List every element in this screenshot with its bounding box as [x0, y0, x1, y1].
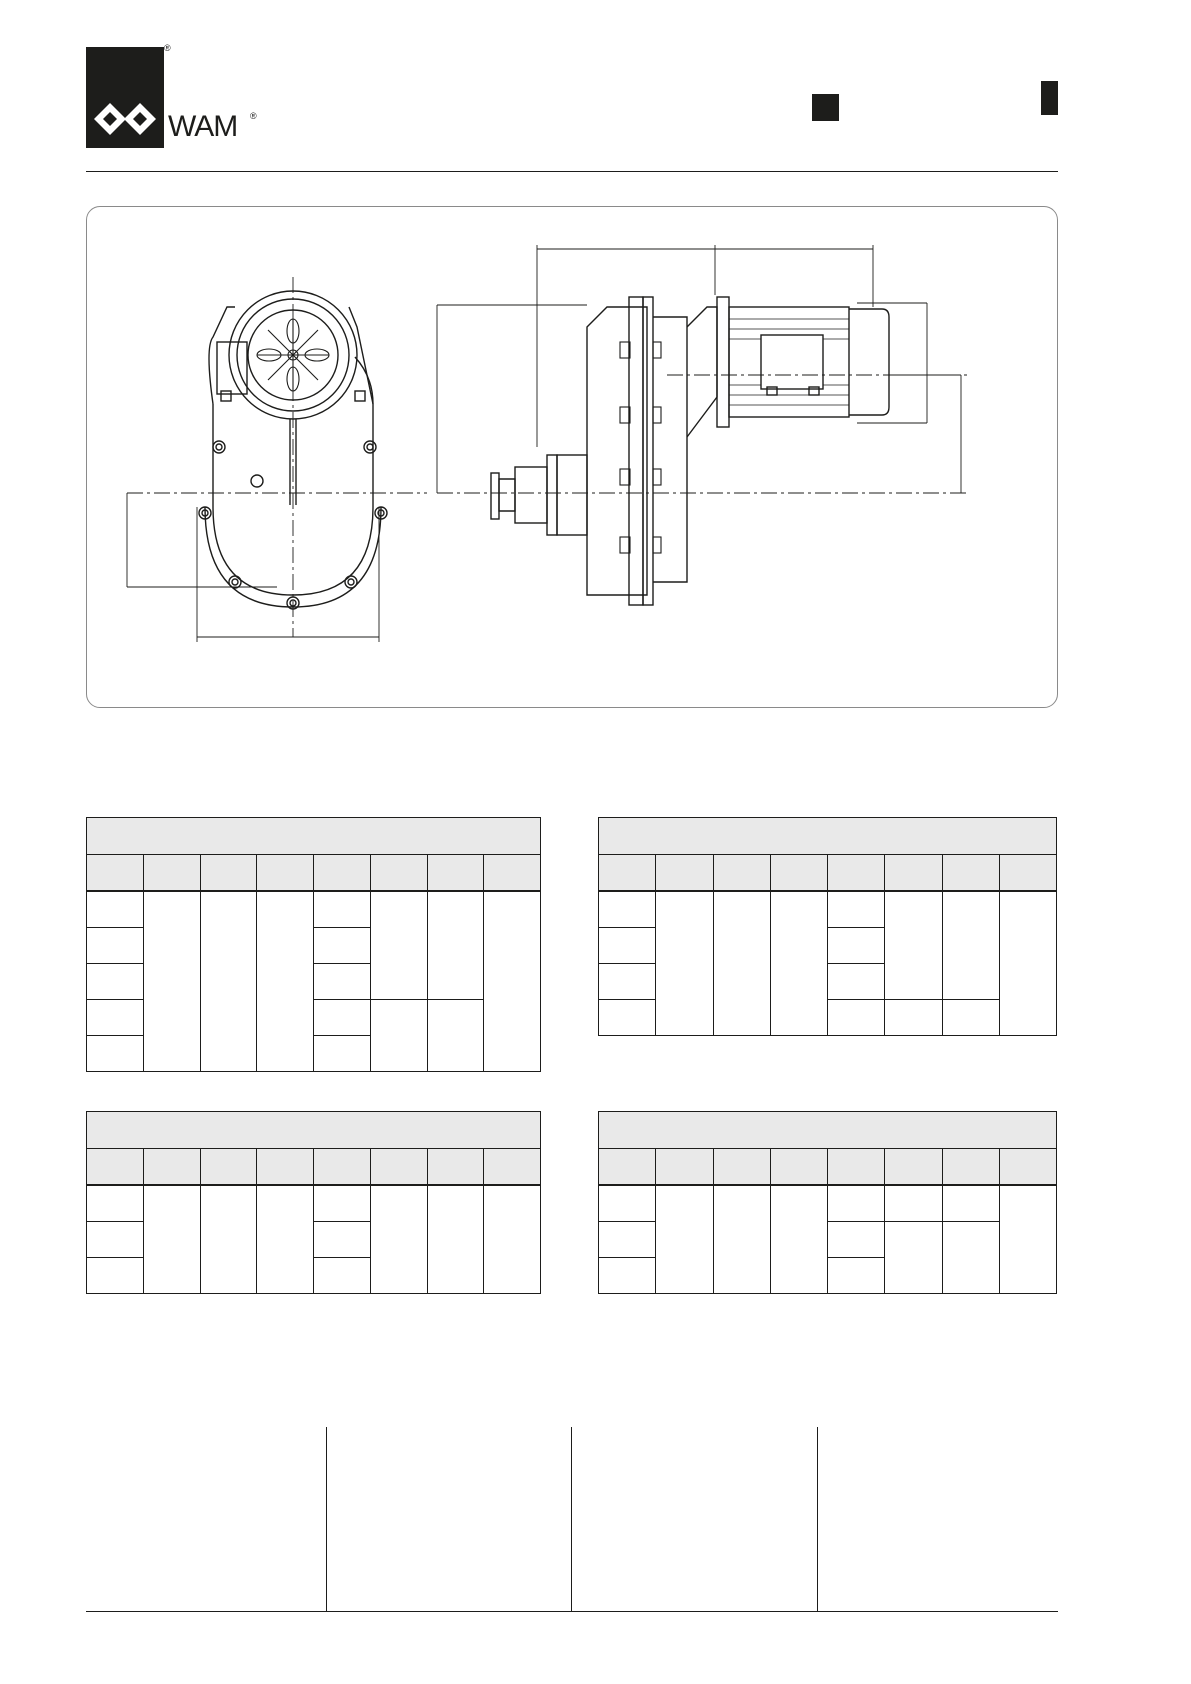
- table-cell: [87, 1222, 144, 1258]
- footer-column-divider: [326, 1427, 327, 1611]
- table-cell: [599, 1258, 656, 1294]
- table-cell: [656, 891, 713, 1036]
- logo-diamond-icon: [86, 47, 164, 148]
- column-header: [257, 855, 314, 892]
- side-view: [491, 297, 889, 605]
- table-cell: [314, 891, 371, 928]
- table-cell: [314, 1222, 371, 1258]
- brand-name: WAM: [168, 110, 238, 143]
- column-header: [599, 855, 656, 892]
- column-header: [427, 1149, 484, 1186]
- technical-drawing-panel: [86, 206, 1058, 708]
- table-cell: [942, 1000, 999, 1036]
- header-divider: [86, 171, 1058, 172]
- footer-divider: [86, 1611, 1058, 1612]
- spec-table-1: [86, 817, 541, 1072]
- table-cell: [770, 891, 827, 1036]
- table-cell: [200, 891, 257, 1072]
- table-cell: [87, 1258, 144, 1294]
- table-cell: [713, 891, 770, 1036]
- column-header: [599, 1149, 656, 1186]
- table-cell: [87, 964, 144, 1000]
- column-header: [828, 855, 885, 892]
- table-cell: [314, 1258, 371, 1294]
- column-header: [713, 855, 770, 892]
- table-cell: [885, 1222, 942, 1294]
- column-header: [770, 855, 827, 892]
- table-cell: [828, 1000, 885, 1036]
- logo-registered-mark: ®: [164, 43, 171, 53]
- column-header: [484, 855, 541, 892]
- table-cell: [427, 1185, 484, 1294]
- column-header: [257, 1149, 314, 1186]
- table-cell: [885, 891, 942, 1000]
- spec-table-3: [86, 1111, 541, 1294]
- table-cell: [942, 1222, 999, 1294]
- column-header: [87, 855, 144, 892]
- section-square-marker: [812, 94, 839, 121]
- spec-table-2: [598, 817, 1057, 1036]
- table-cell: [484, 891, 541, 1072]
- column-header: [200, 1149, 257, 1186]
- column-header: [942, 1149, 999, 1186]
- brand-registered-mark: ®: [250, 111, 257, 121]
- table-cell: [257, 1185, 314, 1294]
- table-cell: [87, 891, 144, 928]
- table-cell: [370, 891, 427, 1000]
- column-header: [200, 855, 257, 892]
- table-cell: [143, 891, 200, 1072]
- column-header: [885, 1149, 942, 1186]
- table-cell: [828, 891, 885, 928]
- table-cell: [427, 891, 484, 1000]
- column-header: [942, 855, 999, 892]
- table-cell: [656, 1185, 713, 1294]
- footer-column-divider: [817, 1427, 818, 1611]
- table-cell: [314, 928, 371, 964]
- column-header: [656, 855, 713, 892]
- table-cell: [370, 1185, 427, 1294]
- table-cell: [484, 1185, 541, 1294]
- gearmotor-drawing: [87, 207, 1057, 707]
- table-cell: [599, 964, 656, 1000]
- table-cell: [370, 1000, 427, 1072]
- table-cell: [87, 1000, 144, 1036]
- column-header: [484, 1149, 541, 1186]
- table-cell: [828, 1185, 885, 1222]
- column-header: [314, 1149, 371, 1186]
- table-title: [599, 818, 1057, 855]
- table-cell: [770, 1185, 827, 1294]
- table-cell: [885, 1185, 942, 1222]
- column-header: [885, 855, 942, 892]
- table-cell: [828, 928, 885, 964]
- column-header: [370, 1149, 427, 1186]
- column-header: [143, 1149, 200, 1186]
- table-cell: [314, 1036, 371, 1072]
- table-cell: [942, 1185, 999, 1222]
- table-cell: [314, 1000, 371, 1036]
- table-cell: [999, 1185, 1056, 1294]
- wam-logo: [86, 47, 164, 148]
- column-header: [656, 1149, 713, 1186]
- table-title: [599, 1112, 1057, 1149]
- column-header: [999, 855, 1056, 892]
- table-cell: [314, 964, 371, 1000]
- column-header: [828, 1149, 885, 1186]
- column-header: [770, 1149, 827, 1186]
- table-cell: [87, 1185, 144, 1222]
- column-header: [999, 1149, 1056, 1186]
- table-cell: [828, 964, 885, 1000]
- table-cell: [200, 1185, 257, 1294]
- table-cell: [87, 1036, 144, 1072]
- table-cell: [87, 928, 144, 964]
- table-title: [87, 818, 541, 855]
- table-cell: [828, 1258, 885, 1294]
- column-header: [427, 855, 484, 892]
- table-title: [87, 1112, 541, 1149]
- table-cell: [713, 1185, 770, 1294]
- table-cell: [427, 1000, 484, 1072]
- table-cell: [828, 1222, 885, 1258]
- table-cell: [143, 1185, 200, 1294]
- table-cell: [599, 1185, 656, 1222]
- table-cell: [314, 1185, 371, 1222]
- table-cell: [599, 1222, 656, 1258]
- spec-table-4: [598, 1111, 1057, 1294]
- column-header: [87, 1149, 144, 1186]
- table-cell: [999, 891, 1056, 1036]
- page-tab-marker: [1041, 81, 1058, 115]
- column-header: [370, 855, 427, 892]
- footer-column-divider: [571, 1427, 572, 1611]
- table-cell: [257, 891, 314, 1072]
- table-cell: [599, 928, 656, 964]
- table-cell: [942, 891, 999, 1000]
- table-cell: [599, 891, 656, 928]
- column-header: [314, 855, 371, 892]
- column-header: [713, 1149, 770, 1186]
- table-cell: [599, 1000, 656, 1036]
- column-header: [143, 855, 200, 892]
- table-cell: [885, 1000, 942, 1036]
